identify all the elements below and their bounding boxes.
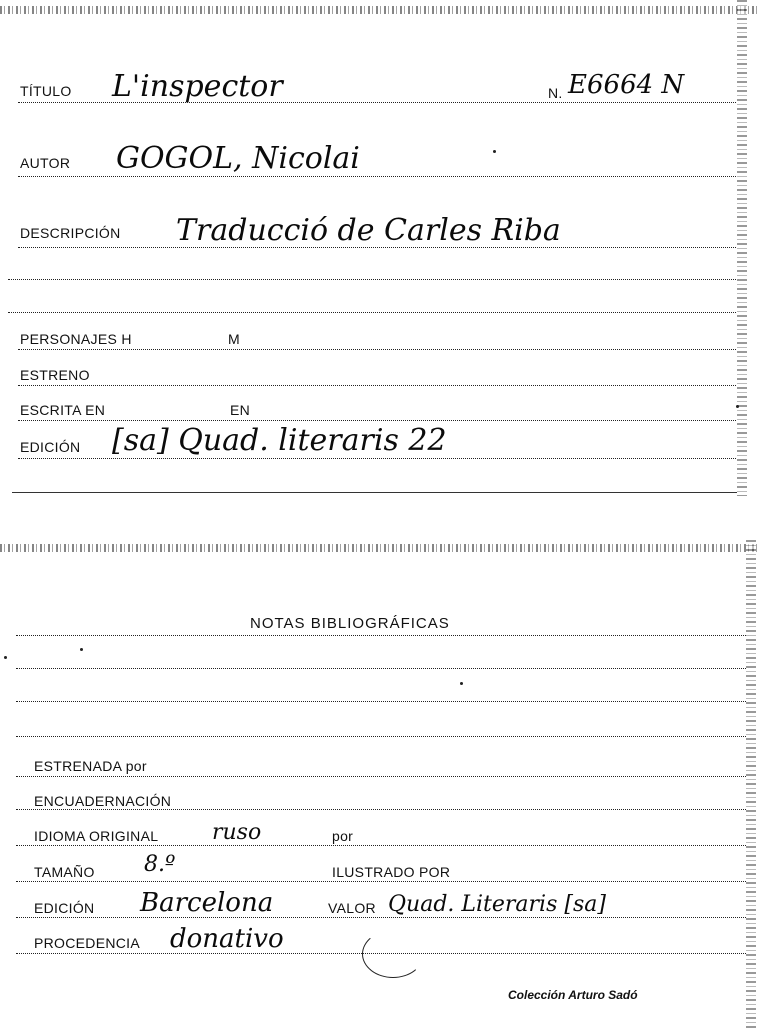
valor-label: VALOR	[328, 900, 376, 916]
personajes-rule	[18, 349, 736, 350]
procedencia-value: donativo	[170, 924, 284, 954]
catalog-card-front	[0, 0, 759, 496]
escrita-en-label: ESCRITA EN	[20, 402, 106, 418]
descripcion-rule-1	[18, 247, 736, 248]
notas-rule-4	[16, 736, 746, 737]
tamano-rule	[16, 881, 746, 882]
autor-rule	[18, 176, 736, 177]
estrenada-label: ESTRENADA por	[34, 758, 147, 774]
ilustrado-por-label: ILUSTRADO POR	[332, 864, 451, 880]
notas-rule-3	[16, 701, 746, 702]
notas-rule-2	[16, 668, 746, 669]
notas-bibliograficas-title: NOTAS BIBLIOGRÁFICAS	[250, 615, 450, 632]
procedencia-label: PROCEDENCIA	[34, 935, 140, 951]
tamano-value: 8.º	[144, 852, 176, 877]
edicion-value: [sa] Quad. literaris 22	[112, 423, 447, 458]
por-label: por	[332, 828, 354, 844]
notas-rule-1	[16, 635, 746, 636]
speck	[460, 682, 463, 685]
idioma-rule	[16, 845, 746, 846]
edicion-back-value: Barcelona	[140, 888, 274, 918]
card-right-edge	[746, 540, 756, 1028]
edicion-rule	[18, 458, 736, 459]
procedencia-rule	[16, 953, 746, 954]
encuadernacion-rule	[16, 809, 746, 810]
valor-value: Quad. Literaris [sa]	[388, 892, 606, 917]
autor-value: GOGOL, Nicolai	[116, 141, 360, 176]
card-right-edge	[737, 0, 747, 496]
personajes-m-label: M	[228, 331, 240, 347]
speck	[493, 150, 496, 153]
card-top-edge	[0, 544, 759, 552]
descripcion-rule-3	[8, 312, 736, 313]
escrita-en-rule	[18, 420, 736, 421]
personajes-label: PERSONAJES H	[20, 331, 132, 347]
titulo-value: L'inspector	[112, 69, 283, 104]
speck	[736, 405, 739, 408]
autor-label: AUTOR	[20, 155, 71, 171]
titulo-label: TÍTULO	[20, 83, 72, 99]
estreno-rule	[18, 385, 736, 386]
descripcion-rule-2	[8, 279, 736, 280]
card-top-edge	[0, 6, 759, 14]
encuadernacion-label: ENCUADERNACIÓN	[34, 793, 172, 809]
card-bottom-edge	[12, 492, 737, 493]
estrenada-rule	[16, 776, 746, 777]
numero-label: N.	[548, 85, 563, 101]
speck	[4, 656, 7, 659]
descripcion-value: Traducció de Carles Riba	[176, 213, 561, 248]
catalog-card-back	[0, 540, 759, 1028]
estreno-label: ESTRENO	[20, 367, 90, 383]
descripcion-label: DESCRIPCIÓN	[20, 225, 121, 241]
tamano-label: TAMAÑO	[34, 864, 95, 880]
edicion-back-label: EDICIÓN	[34, 900, 95, 916]
edicion-label: EDICIÓN	[20, 439, 81, 455]
edicion-back-rule	[16, 917, 746, 918]
speck	[80, 648, 83, 651]
numero-value: E6664 N	[568, 70, 685, 100]
en-label: EN	[230, 402, 251, 418]
idioma-original-value: ruso	[212, 820, 262, 845]
stamp-arc	[362, 930, 424, 978]
collection-caption: Colección Arturo Sadó	[508, 988, 638, 1002]
titulo-rule	[18, 102, 736, 103]
idioma-original-label: IDIOMA ORIGINAL	[34, 828, 159, 844]
